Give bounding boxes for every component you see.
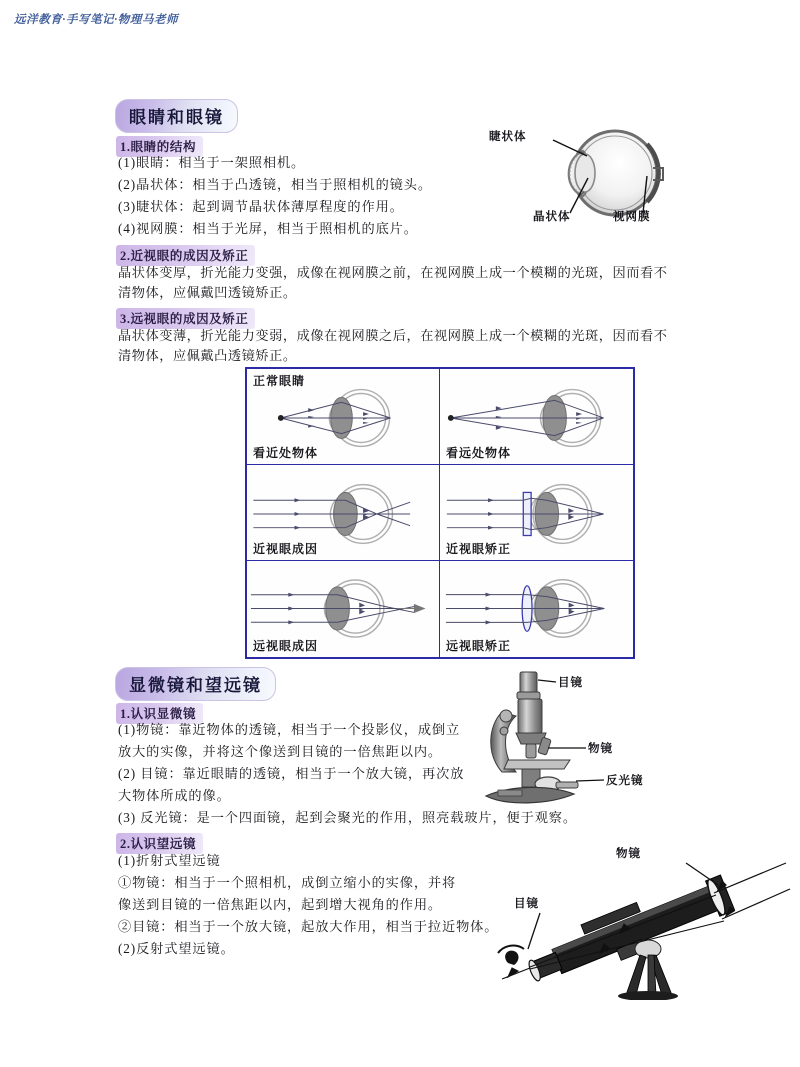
body-line: 清物体，应佩戴凸透镜矫正。 [118, 348, 297, 363]
body-line: (2)晶状体：相当于凸透镜，相当于照相机的镜头。 [118, 177, 432, 192]
body-line: (1)物镜：靠近物体的透镜，相当于一个投影仪，成倒立 [118, 722, 461, 737]
body-line: 晶状体变薄，折光能力变弱，成像在视网膜之后，在视网膜上成一个模糊的光斑，因而看不 [118, 328, 668, 343]
page-title-eyes-and-glasses: 眼睛和眼镜 [115, 99, 238, 133]
page-title-microscope-telescope: 显微镜和望远镜 [115, 667, 276, 701]
panel-myopia-cause [247, 465, 440, 561]
body-line: 晶状体变厚，折光能力变强，成像在视网膜之前，在视网膜上成一个模糊的光斑，因而看不 [118, 265, 668, 280]
subheading-hyperopia: 3.远视眼的成因及矫正 [116, 308, 255, 329]
eye-label-retina: 视网膜 [613, 211, 651, 223]
microscope-label-reflector: 反光镜 [606, 775, 644, 787]
body-line: ①物镜：相当于一个照相机，成倒立缩小的实像，并将 [118, 875, 457, 890]
microscope-label-objective: 物镜 [588, 743, 613, 755]
subheading-myopia: 2.近视眼的成因及矫正 [116, 245, 255, 266]
eye-conditions-panel-grid [245, 367, 635, 659]
panel-myopia-correction [440, 465, 633, 561]
telescope-label-objective: 物镜 [616, 848, 641, 860]
panel-normal-near [247, 369, 440, 465]
masthead-watermark: 远洋教育·手写笔记·物理马老师 [14, 14, 179, 26]
panel-caption: 看远处物体 [446, 446, 512, 460]
panel-toplabel: 正常眼睛 [253, 374, 306, 388]
body-line: (2) 目镜：靠近眼睛的透镜，相当于一个放大镜，再次放 [118, 766, 465, 781]
eye-anatomy-figure [489, 118, 705, 228]
body-line: 放大的实像，并将这个像送到目镜的一倍焦距以内。 [118, 744, 443, 759]
body-line: 清物体，应佩戴凹透镜矫正。 [118, 285, 297, 300]
panel-normal-far [440, 369, 633, 465]
panel-caption: 远视眼矫正 [446, 639, 512, 653]
telescope-figure [490, 845, 795, 1000]
subheading-eye-structure: 1.眼睛的结构 [116, 136, 203, 157]
panel-caption: 远视眼成因 [253, 639, 319, 653]
panel-caption: 近视眼成因 [253, 542, 319, 556]
panel-caption: 近视眼矫正 [446, 542, 512, 556]
microscope-label-eyepiece: 目镜 [558, 677, 583, 689]
body-line: (3) 反光镜：是一个四面镜，起到会聚光的作用，照亮载玻片，便于观察。 [118, 810, 577, 825]
eye-label-lens: 晶状体 [533, 211, 571, 223]
body-line: (3)睫状体：起到调节晶状体薄厚程度的作用。 [118, 199, 404, 214]
subheading-telescope: 2.认识望远镜 [116, 833, 203, 854]
body-line: 像送到目镜的一倍焦距以内，起到增大视角的作用。 [118, 897, 443, 912]
body-line: (2)反射式望远镜。 [118, 941, 235, 956]
body-line: ②目镜：相当于一个放大镜，起放大作用，相当于拉近物体。 [118, 919, 499, 934]
microscope-figure [478, 668, 703, 813]
body-line: (1)折射式望远镜 [118, 853, 221, 868]
eye-label-ciliary-body: 睫状体 [489, 131, 527, 143]
telescope-illustration [490, 845, 795, 1000]
body-line: 大物体所成的像。 [118, 788, 231, 803]
telescope-label-eyepiece: 目镜 [514, 898, 539, 910]
body-line: (4)视网膜：相当于光屏，相当于照相机的底片。 [118, 221, 418, 236]
body-line: (1)眼睛：相当于一架照相机。 [118, 155, 306, 170]
panel-hyperopia-correction [440, 561, 633, 657]
panel-caption: 看近处物体 [253, 446, 319, 460]
panel-hyperopia-cause [247, 561, 440, 657]
subheading-microscope: 1.认识显微镜 [116, 703, 203, 724]
